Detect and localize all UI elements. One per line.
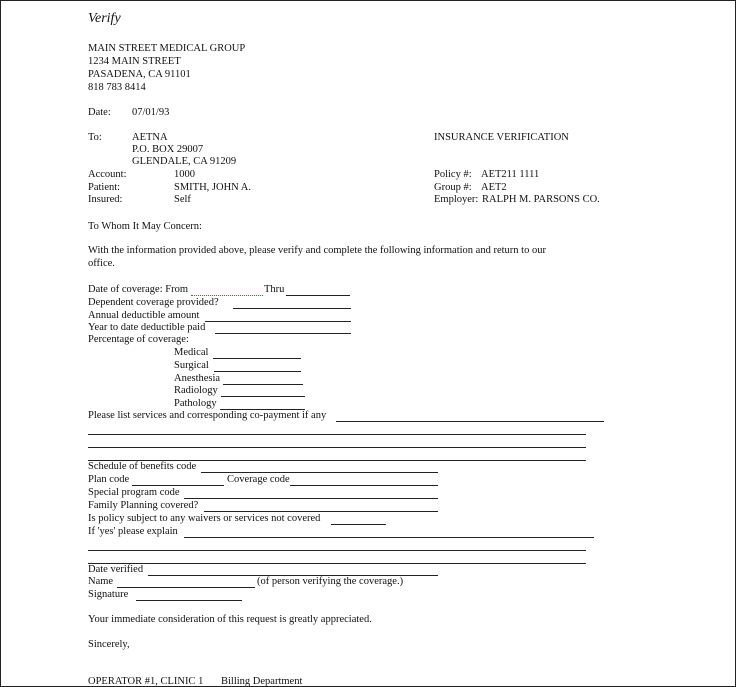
to-name: AETNA [132, 132, 168, 143]
dependent-field-line [233, 308, 351, 309]
surgical-line [214, 371, 301, 372]
department: Billing Department [221, 676, 303, 687]
form-title: INSURANCE VERIFICATION [434, 132, 569, 143]
date-verified-label: Date verified [88, 564, 144, 575]
date-value: 07/01/93 [132, 107, 170, 118]
name-line [117, 587, 255, 588]
date-of-coverage-label: Date of coverage: From [88, 284, 189, 295]
waivers-label: Is policy subject to any waivers or services not covered [88, 513, 321, 524]
to-city: GLENDALE, CA 91209 [132, 156, 237, 167]
medical-label: Medical [174, 347, 209, 358]
special-program-label: Special program code [88, 487, 180, 498]
annual-deductible-line [205, 321, 351, 322]
pathology-label: Pathology [174, 398, 217, 409]
services-line-2 [88, 434, 586, 435]
radiology-label: Radiology [174, 385, 218, 396]
schedule-line [201, 472, 438, 473]
name-note: (of person verifying the coverage.) [257, 576, 404, 587]
signature-label: Signature [88, 589, 129, 600]
percentage-label: Percentage of coverage: [88, 334, 189, 345]
services-label: Please list services and corresponding co-payment if any [88, 410, 327, 421]
patient-value: SMITH, JOHN A. [174, 182, 252, 193]
account-label: Account: [88, 169, 127, 180]
schedule-label: Schedule of benefits code [88, 461, 197, 472]
signature-line [136, 600, 242, 601]
thru-label: Thru [264, 284, 285, 295]
if-yes-label: If 'yes' please explain [88, 526, 178, 537]
thru-field-line [286, 295, 350, 296]
medical-line [213, 358, 301, 359]
if-yes-line-3 [88, 563, 586, 564]
ytd-deductible-line [215, 333, 351, 334]
salutation: To Whom It May Concern: [88, 221, 202, 232]
anesthesia-label: Anesthesia [174, 373, 221, 384]
account-value: 1000 [174, 169, 195, 180]
if-yes-line-2 [88, 550, 586, 551]
employer-label: Employer: [434, 194, 479, 205]
group-label: Group #: [434, 182, 472, 193]
insured-value: Self [174, 194, 191, 205]
family-planning-label: Family Planning covered? [88, 500, 199, 511]
sender-street: 1234 MAIN STREET [88, 56, 181, 67]
sincerely: Sincerely, [88, 639, 130, 650]
signoff: OPERATOR #1, CLINIC 1 [88, 676, 204, 687]
radiology-line [221, 396, 305, 397]
employer-value: RALPH M. PARSONS CO. [482, 194, 600, 205]
insured-label: Insured: [88, 194, 123, 205]
coverage-code-line [290, 485, 438, 486]
sender-city: PASADENA, CA 91101 [88, 69, 191, 80]
sender-name: MAIN STREET MEDICAL GROUP [88, 43, 246, 54]
policy-value: AET211 1111 [481, 169, 540, 180]
plan-code-line [132, 485, 224, 486]
sender-phone: 818 783 8414 [88, 82, 146, 93]
plan-code-label: Plan code [88, 474, 130, 485]
intro-line-2: office. [88, 258, 115, 269]
patient-label: Patient: [88, 182, 121, 193]
coverage-code-label: Coverage code [227, 474, 290, 485]
policy-label: Policy #: [434, 169, 472, 180]
ytd-deductible-label: Year to date deductible paid [88, 322, 206, 333]
services-line-1 [336, 421, 604, 422]
date-label: Date: [88, 107, 111, 118]
group-value: AET2 [481, 182, 507, 193]
special-program-line [184, 498, 438, 499]
if-yes-line-1 [184, 537, 594, 538]
waivers-line [331, 524, 386, 525]
services-line-3 [88, 447, 586, 448]
header-title: Verify [88, 11, 121, 26]
intro-line-1: With the information provided above, please verify and complete the following information and return to our [88, 245, 546, 256]
annual-deductible-label: Annual deductible amount [88, 310, 200, 321]
to-box: P.O. BOX 29007 [132, 144, 204, 155]
to-label: To: [88, 132, 102, 143]
closing-request: Your immediate consideration of this request is greatly appreciated. [88, 614, 372, 625]
dependent-label: Dependent coverage provided? [88, 297, 219, 308]
from-underline [191, 295, 263, 296]
name-label: Name [88, 576, 114, 587]
anesthesia-line [223, 384, 303, 385]
family-planning-line [204, 511, 438, 512]
surgical-label: Surgical [174, 360, 209, 371]
